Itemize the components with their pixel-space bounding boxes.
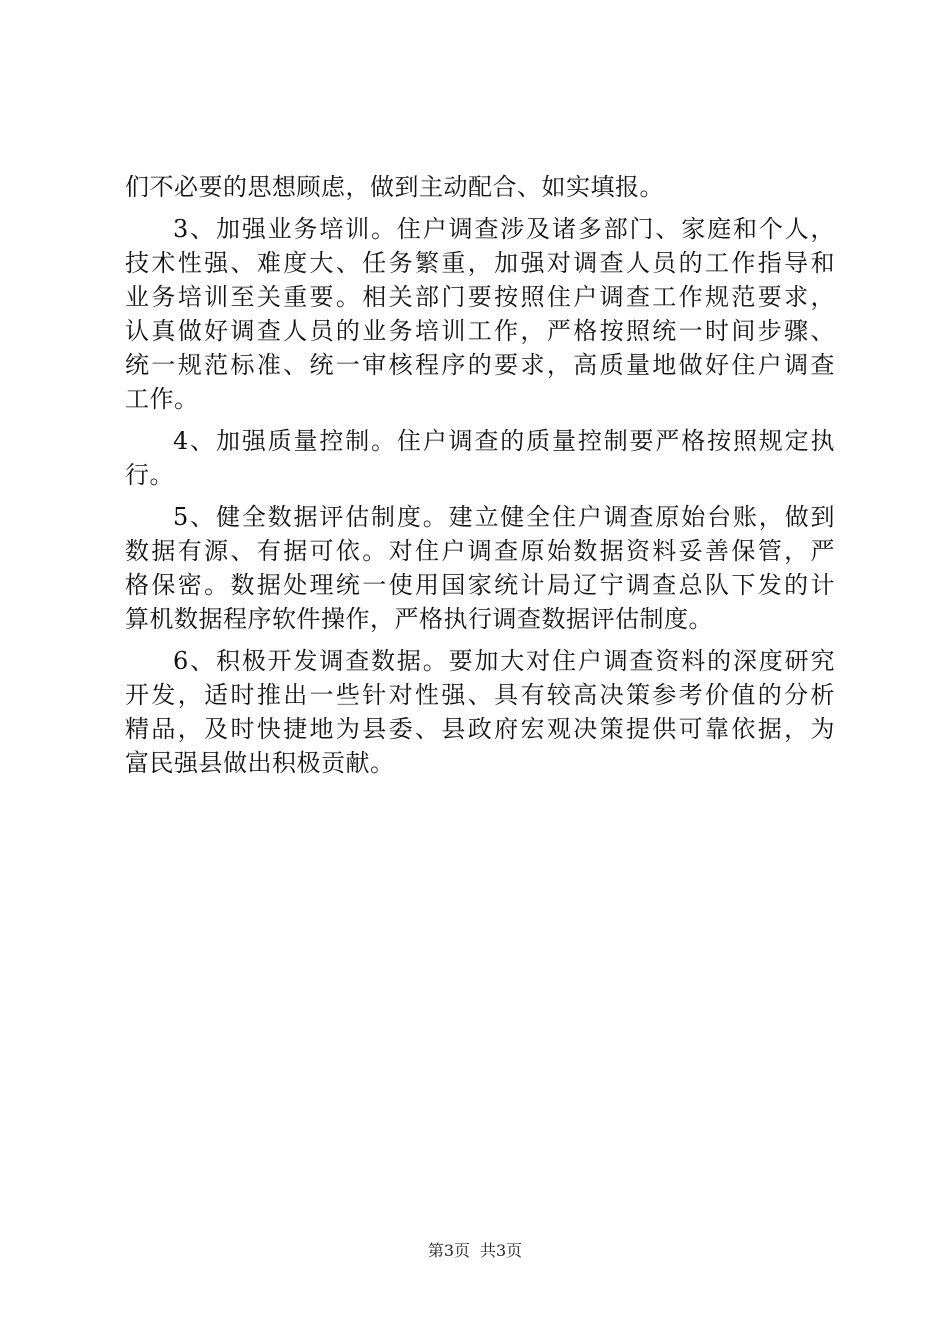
paragraph-1 [125,212,835,416]
text-line: 工作。 [125,385,199,413]
paragraph-3 [125,500,835,636]
paragraph-0 [125,170,835,204]
text-line: 4、加强质量控制。住户调查的质量控制要严格按照规定执 [173,427,835,455]
page-number: 第3页 [427,1241,470,1260]
text-line: 6、积极开发调查数据。要加大对住户调查资料的深度研究 [173,647,835,675]
text-line: 格保密。数据处理统一使用国家统计局辽宁调查总队下发的计 [125,571,835,599]
text-line: 5、健全数据评估制度。建立健全住户调查原始台账，做到 [173,503,835,531]
text-line: 技术性强、难度大、任务繁重，加强对调查人员的工作指导和 [125,249,835,277]
paragraph-4 [125,644,835,780]
text-line: 算机数据程序软件操作，严格执行调查数据评估制度。 [125,605,713,633]
text-line: 们不必要的思想顾虑，做到主动配合、如实填报。 [125,173,664,201]
page-footer [0,1240,950,1262]
text-line: 行。 [125,461,174,489]
document-body [125,170,835,788]
text-line: 数据有源、有据可依。对住户调查原始数据资料妥善保管，严 [125,537,835,565]
paragraph-2 [125,424,835,492]
page-total: 共3页 [480,1241,523,1260]
text-line: 精品，及时快捷地为县委、县政府宏观决策提供可靠依据，为 [125,715,835,743]
text-line: 业务培训至关重要。相关部门要按照住户调查工作规范要求， [125,283,835,311]
text-line: 认真做好调查人员的业务培训工作，严格按照统一时间步骤、 [125,317,835,345]
text-line: 3、加强业务培训。住户调查涉及诸多部门、家庭和个人， [173,215,835,243]
text-line: 统一规范标准、统一审核程序的要求，高质量地做好住户调查 [125,351,835,379]
text-line: 开发，适时推出一些针对性强、具有较高决策参考价值的分析 [125,681,835,709]
text-line: 富民强县做出积极贡献。 [125,749,395,777]
